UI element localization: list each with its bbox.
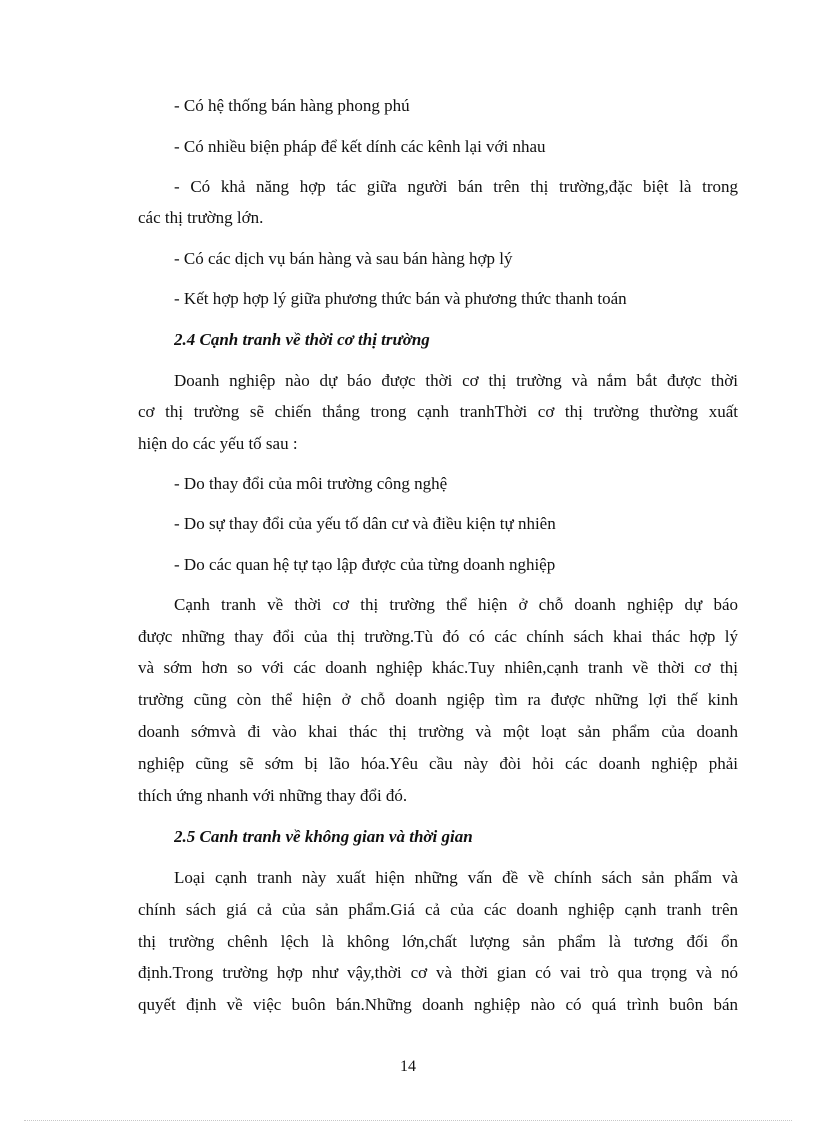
text-line: quyết định về việc buôn bán.Những doanh nghiệp nào có quá trình buôn bán — [138, 995, 738, 1014]
text-line: - Do sự thay đổi của yếu tố dân cư và điều kiện tự nhiên — [174, 514, 556, 533]
text-line: và sớm hơn so với các doanh nghiệp khác.Tuy nhiên,cạnh tranh về thời cơ thị — [138, 658, 738, 677]
text-line: - Do các quan hệ tự tạo lập được của từng doanh nghiệp — [174, 555, 556, 574]
text-line: cơ thị trường sẽ chiến thắng trong cạnh tranhThời cơ thị trường thường xuất — [138, 402, 738, 421]
text-line: - Có nhiều biện pháp để kết dính các kênh lại với nhau — [174, 137, 546, 156]
text-line: - Có hệ thống bán hàng phong phú — [174, 96, 410, 115]
text-line: Loại cạnh tranh này xuất hiện những vấn đề về chính sách sản phẩm và — [174, 868, 738, 887]
text-line: chính sách giá cả của sản phẩm.Giá cả của các doanh nghiệp cạnh tranh trên — [138, 900, 738, 919]
text-line: định.Trong trường hợp như vậy,thời cơ và thời gian có vai trò qua trọng và nó — [138, 963, 738, 982]
text-line: - Do thay đổi của môi trường công nghệ — [174, 474, 448, 493]
section-heading: 2.5 Canh tranh về không gian và thời gian — [174, 827, 473, 846]
text-line: hiện do các yếu tố sau : — [138, 434, 298, 453]
text-line: - Kết hợp hợp lý giữa phương thức bán và phương thức thanh toán — [174, 289, 627, 308]
text-line: được những thay đổi của thị trường.Tù đó có các chính sách khai thác hợp lý — [138, 627, 738, 646]
text-line: thị trường chênh lệch là không lớn,chất lượng sản phẩm là tương đối ổn — [138, 932, 738, 951]
page-number: 14 — [400, 1058, 416, 1075]
text-line: doanh sớmvà đi vào khai thác thị trường và một loạt sản phẩm của doanh — [138, 722, 738, 741]
text-line: Cạnh tranh về thời cơ thị trường thể hiện ở chỗ doanh nghiệp dự báo — [174, 595, 738, 614]
text-line: Doanh nghiệp nào dự báo được thời cơ thị trường và nắm bắt được thời — [174, 371, 738, 390]
text-line: thích ứng nhanh với những thay đổi đó. — [138, 786, 408, 805]
text-line: - Có khả năng hợp tác giữa người bán trên thị trường,đặc biệt là trong — [174, 177, 738, 196]
section-heading: 2.4 Cạnh tranh về thời cơ thị trường — [174, 330, 430, 349]
text-line: trường cũng còn thể hiện ở chỗ doanh ngiệp tìm ra được những lợi thế kinh — [138, 690, 738, 709]
text-line: - Có các dịch vụ bán hàng và sau bán hàng hợp lý — [174, 249, 513, 268]
footer-rule — [24, 1120, 792, 1121]
text-line: các thị trường lớn. — [138, 208, 264, 227]
text-line: nghiệp cũng sẽ sớm bị lão hóa.Yêu cầu này đòi hỏi các doanh nghiệp phải — [138, 754, 738, 773]
